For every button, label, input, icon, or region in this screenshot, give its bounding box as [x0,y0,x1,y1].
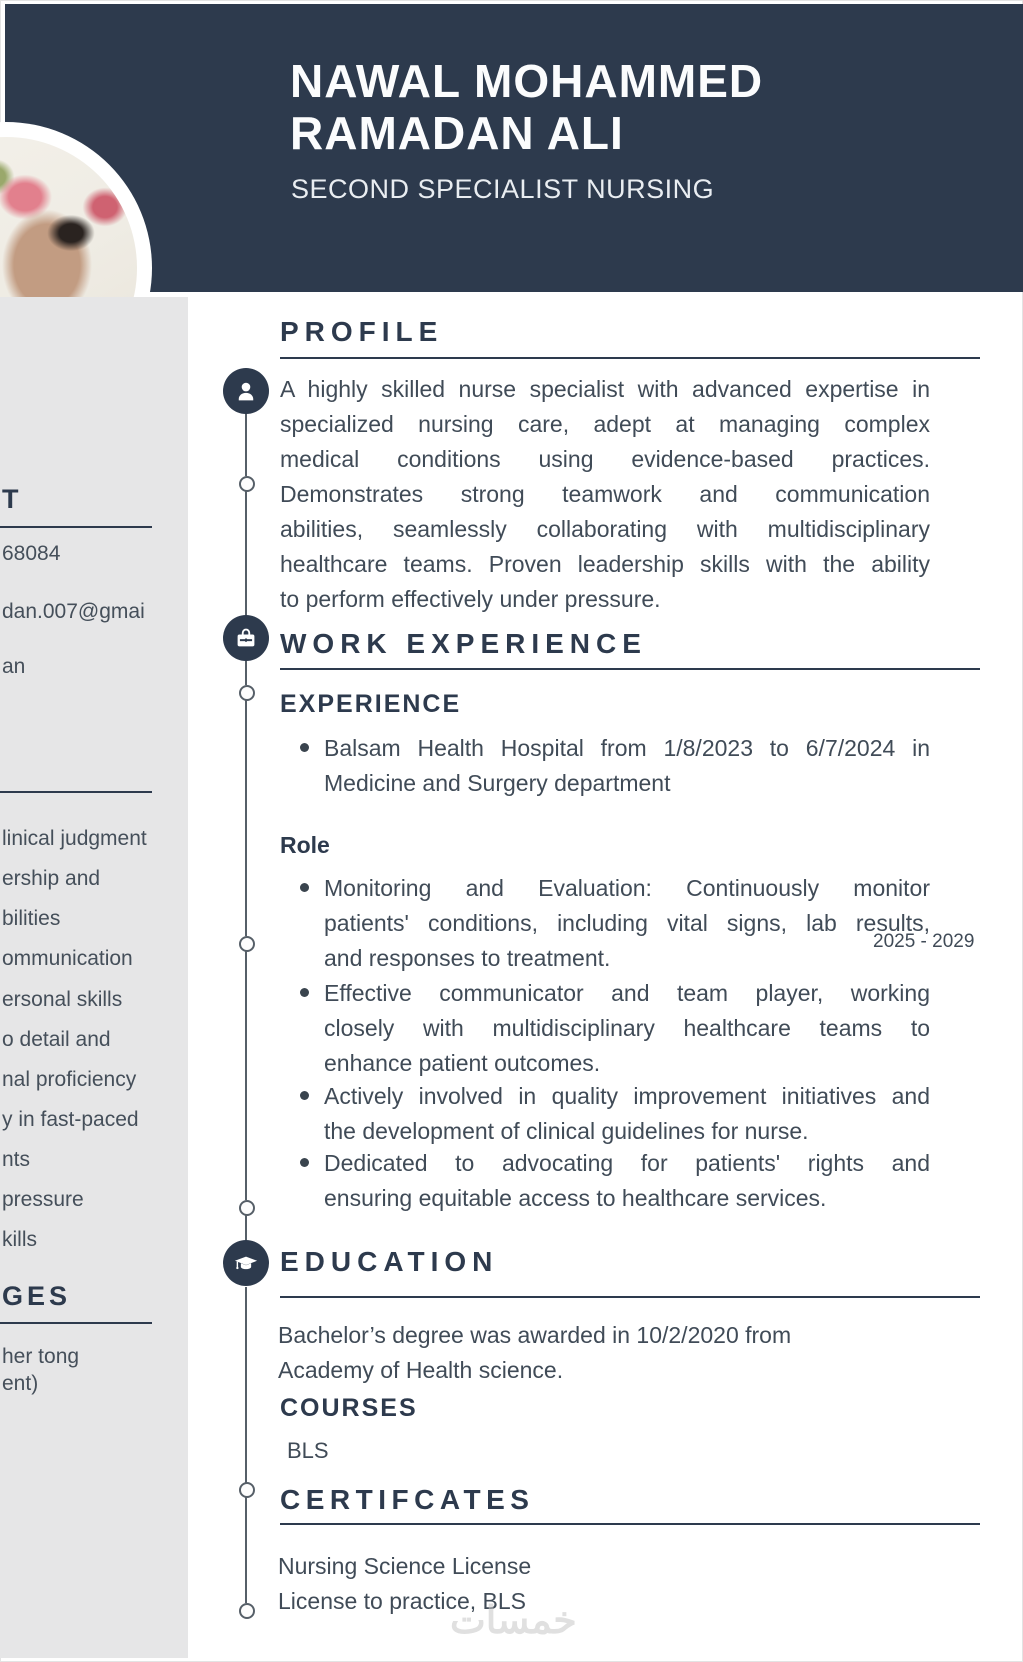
skill-line: ommunication [2,947,133,970]
experience-line: Medicine and Surgery department [324,770,671,796]
job-title: SECOND SPECIALIST NURSING [291,174,715,204]
certificate-line: License to practice, BLS [278,1588,527,1614]
graduation-cap-icon [223,1240,269,1286]
education-rule [280,1296,980,1298]
experience-bullet [324,731,930,801]
role-bullet [324,1079,930,1149]
role-bullet [324,976,930,1081]
certificates-rule [280,1523,980,1525]
bullet-dot [300,988,309,997]
profile-line: Demonstrates strong teamwork and communication [280,481,930,507]
skill-line: kills [2,1228,37,1251]
bullet-dot [300,743,309,752]
person-icon [223,368,269,414]
education-line: Academy of Health science. [278,1357,564,1383]
profile-line: medical conditions using evidence-based practices. [280,446,930,472]
skill-line: nts [2,1148,31,1171]
role-line: Actively involved in quality improvement initiatives and [324,1083,930,1109]
timeline-segment [245,1214,247,1241]
sidebar [0,297,188,1658]
bullet-dot [300,883,309,892]
languages-heading-fragment: GES [2,1281,72,1311]
course-item: BLS [287,1438,329,1463]
contact-divider [0,526,152,528]
role-line: the development of clinical guidelines for nurse. [324,1118,809,1144]
certificates-section-title: CERTIFCATES [280,1484,535,1515]
skill-line: bilities [2,907,61,930]
profile-line: abilities, seamlessly collaborating with multidisciplinary [280,516,930,542]
language-line: her tong [2,1345,80,1368]
skill-line: pressure [2,1188,84,1211]
profile-paragraph [280,372,930,617]
profile-rule [280,357,980,359]
courses-subheading: COURSES [280,1394,418,1422]
skill-line: o detail and [2,1028,111,1051]
timeline-node [239,1603,255,1619]
profile-line: healthcare teams. Proven leadership skills with the ability [280,551,930,577]
profile-line: to perform effectively under pressure. [280,586,661,612]
role-line: and responses to treatment. [324,945,611,971]
experience-subheading: EXPERIENCE [280,690,462,718]
education-section-title: EDUCATION [280,1246,499,1277]
work-section-title: WORK EXPERIENCE [280,628,647,659]
education-line: Bachelor’s degree was awarded in 10/2/2020 from [278,1322,792,1348]
profile-line: A highly skilled nurse specialist with advanced expertise in [280,376,930,402]
briefcase-icon [223,615,269,661]
skill-line: ersonal skills [2,988,123,1011]
timeline-segment [245,413,247,476]
languages-divider [0,1322,152,1324]
timeline-segment [245,491,247,617]
certificate-line: Nursing Science License [278,1553,532,1579]
role-subheading: Role [280,832,330,858]
role-line: enhance patient outcomes. [324,1050,601,1076]
contact-line: dan.007@gmai [2,600,145,623]
bullet-dot [300,1091,309,1100]
timeline-node [239,476,255,492]
contact-line: 68084 [2,542,61,565]
date-range: 2025 - 2029 [873,931,975,952]
contact-heading-fragment: T [2,484,23,514]
role-line: ensuring equitable access to healthcare services. [324,1185,827,1211]
khamsat-watermark: خمسات [450,1600,577,1642]
timeline-segment [245,661,247,685]
name-line-1: NAWAL MOHAMMED [290,55,764,107]
timeline-node [239,1482,255,1498]
skill-line: ership and [2,867,101,890]
timeline-segment [245,700,247,936]
language-line: ent) [2,1372,39,1395]
timeline-segment [245,1496,247,1603]
timeline-segment [245,951,247,1200]
timeline-node [239,936,255,952]
skills-divider [0,791,152,793]
timeline-node [239,1200,255,1216]
role-bullet [324,1146,930,1216]
timeline-node [239,685,255,701]
profile-section-title: PROFILE [280,316,444,347]
header-banner [5,4,1023,292]
profile-line: specialized nursing care, adept at managing complex [280,411,930,437]
role-bullet [324,871,930,976]
work-rule [280,668,980,670]
contact-line: an [2,655,26,678]
timeline-segment [245,1287,247,1483]
experience-line: Balsam Health Hospital from 1/8/2023 to 6/7/2024 in [324,735,930,761]
skill-line: linical judgment [2,827,147,850]
role-line: Effective communicator and team player, working [324,980,930,1006]
skill-line: nal proficiency [2,1068,137,1091]
role-line: closely with multidisciplinary healthcare teams to [324,1015,930,1041]
bullet-dot [300,1158,309,1167]
name-line-2: RAMADAN ALI [290,107,624,159]
role-line: Dedicated to advocating for patients' rights and [324,1150,930,1176]
skill-line: y in fast-paced [2,1108,139,1131]
role-line: Monitoring and Evaluation: Continuously monitor [324,875,930,901]
role-line: patients' conditions, including vital signs, lab results, [324,910,930,936]
